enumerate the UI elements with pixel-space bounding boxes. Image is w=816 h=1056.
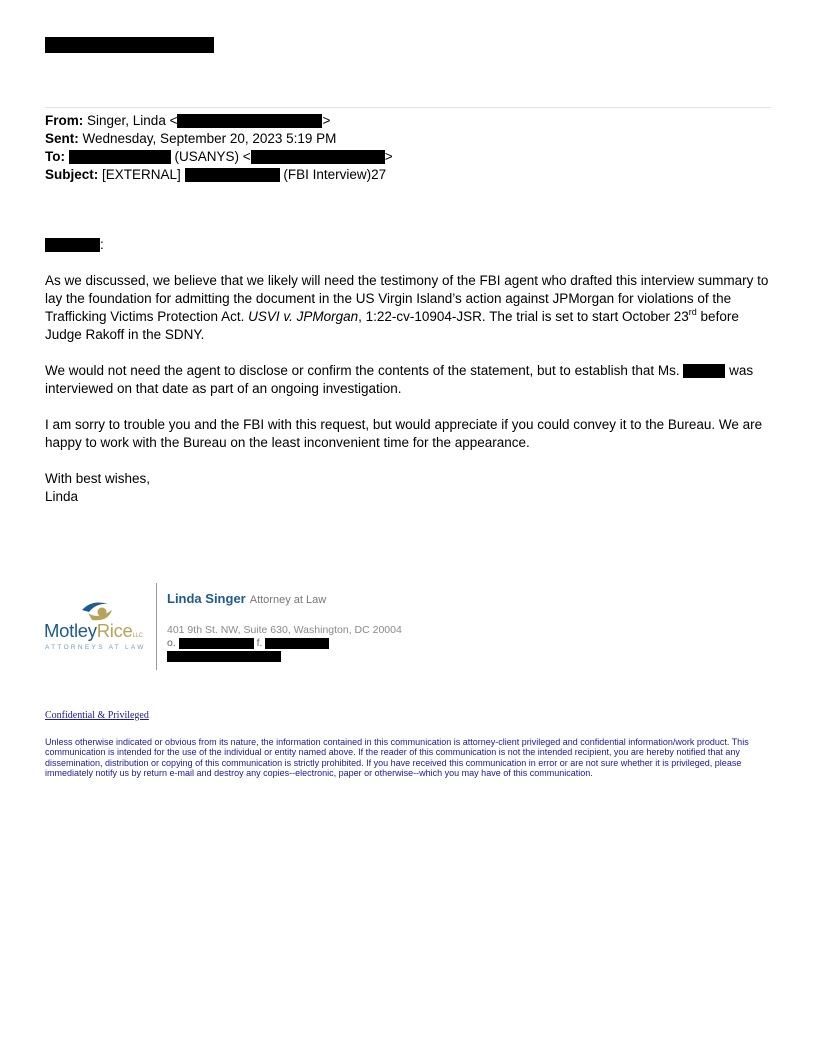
signature-address: 401 9th St. NW, Suite 630, Washington, DC 20004	[167, 624, 402, 636]
to-mid: (USANYS) <	[174, 149, 251, 164]
p1-text-c: before Judge Rakoff in the SDNY.	[45, 309, 739, 342]
redacted-subject	[185, 168, 280, 182]
from-label: From:	[45, 113, 84, 128]
p1-text-a: As we discussed, we believe that we likely will need the testimony of the FBI agent who drafted this interview summary to lay the foundation for admitting the document in the US Virgin Island’s action against JPMorgan for violations of the Trafficking Victims Protection Act.	[45, 273, 769, 324]
paragraph-3: I am sorry to trouble you and the FBI with this request, but would appreciate if you could convey it to the Bureau. We are happy to work with the Bureau on the least inconvenient time for the appearance.	[45, 417, 763, 450]
motleyrice-logo	[44, 600, 148, 656]
signature-name-text: Linda Singer	[167, 591, 246, 606]
subject-row	[45, 166, 393, 184]
phone-prefix: o.	[167, 637, 176, 649]
from-close: >	[322, 113, 331, 128]
redacted-to-email	[251, 150, 385, 164]
signature-phone-row	[167, 637, 329, 649]
subject-prefix: [EXTERNAL]	[102, 167, 181, 182]
case-name: USVI v. JPMorgan	[248, 309, 359, 324]
redacted-header-block	[45, 37, 214, 53]
to-close: >	[384, 149, 393, 164]
logo-mark-icon	[78, 600, 118, 622]
sent-value: Wednesday, September 20, 2023 5:19 PM	[82, 131, 337, 146]
paragraph-2	[45, 362, 773, 398]
redacted-to-name	[69, 150, 171, 164]
p2-text-b: was interviewed on that date as part of an ongoing investigation.	[45, 363, 754, 396]
confidentiality-disclaimer: Unless otherwise indicated or obvious from its nature, the information contained in this communication is attorney-client privileged and confidential information/work product. This communication is intended for the use of the individual or entity named above. If the reader of this communication is not the intended recipient, you are hereby notified that any dissemination, distribution or copying of this communication is strictly prohibited. If you have received this communication in error or are not sure whether it is privileged, please immediately notify us by return e-mail and destroy any copies--electronic, paper or otherwise--which you may have of this communication.	[45, 737, 749, 778]
sent-row	[45, 130, 393, 148]
logo-motley: Motley	[44, 620, 97, 641]
signature-title: Attorney at Law	[249, 594, 327, 606]
subject-label: Subject:	[45, 167, 99, 182]
signoff: Linda	[45, 489, 79, 504]
fax-prefix: f.	[256, 637, 263, 649]
logo-wordmark	[44, 620, 143, 642]
redacted-from-email	[177, 114, 322, 128]
header-divider	[45, 107, 771, 108]
from-name: Singer, Linda <	[87, 113, 178, 128]
redacted-greeting-name	[45, 238, 100, 252]
email-body	[45, 236, 773, 506]
ordinal-suffix: rd	[688, 307, 697, 317]
email-headers	[45, 112, 393, 184]
p1-text-b: , 1:22-cv-10904-JSR. The trial is set to start October 23	[358, 309, 689, 324]
greeting	[45, 236, 773, 254]
paragraph-1	[45, 272, 773, 344]
redacted-signature-email	[167, 651, 281, 662]
closing: With best wishes,	[45, 471, 151, 486]
confidential-link[interactable]: Confidential & Privileged	[45, 710, 149, 721]
from-row	[45, 112, 393, 130]
p2-text-a: We would not need the agent to disclose or confirm the contents of the statement, but to establish that Ms.	[45, 363, 684, 378]
signature-divider	[156, 583, 157, 670]
signature-name	[167, 591, 326, 606]
redacted-witness-name	[683, 364, 725, 378]
to-label: To:	[45, 149, 65, 164]
logo-llc: LLC	[132, 633, 143, 639]
greeting-colon: :	[100, 237, 104, 252]
subject-suffix: (FBI Interview)27	[283, 167, 387, 182]
redacted-phone	[179, 638, 254, 649]
sent-label: Sent:	[45, 131, 79, 146]
logo-tagline: ATTORNEYS AT LAW	[45, 644, 146, 651]
logo-rice: Rice	[96, 620, 133, 641]
redacted-fax	[265, 638, 329, 649]
to-row	[45, 148, 393, 166]
